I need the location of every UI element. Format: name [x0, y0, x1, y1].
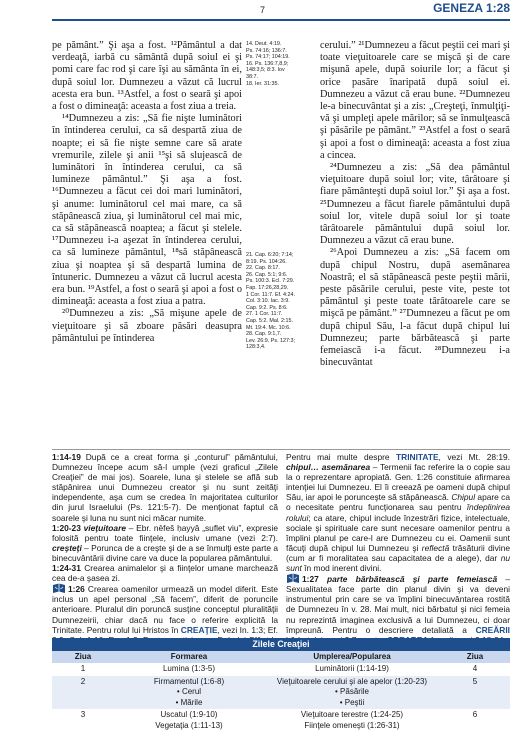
- doctrine-keyword: TRINITATE: [396, 452, 439, 462]
- note-text: Crearea oamenilor urmează un model diferit. Este inclus un apel personal „Să facem”, diferit de poruncile anterioare. Pluralul din poruncă susţine conceptul pluralităţii Dumnezeirii, chiar dacă nu face o referire explicită la Trinitate. Pentru rolul lui Hristos în: [52, 584, 278, 635]
- table-row: [52, 663, 510, 676]
- note-reference: 1:27: [302, 574, 319, 585]
- note-text: – Sexualitatea face parte din planul divin şi va deveni instrumentul prin care se va împlini binecuvântarea rostită de Dumnezeu în v. 28. Mai mult, nici bărbatul şi nici femeia nu reprezintă imaginea exclusivă a lui Dumnezeu, ci doar împreună. Pentru o descriere detaliată a: [286, 574, 510, 635]
- cross-ref: 21. Cap. 6:20; 7:14;: [246, 252, 294, 258]
- scripture-column-left: [52, 40, 242, 345]
- creation-days-table: [52, 638, 510, 732]
- note-term: creşteţi: [52, 542, 82, 553]
- cross-ref: 14. Deut. 4:19.: [246, 41, 282, 47]
- table-cell-line: Lumina (1:3-5): [162, 664, 216, 673]
- cross-references-bottom: [246, 252, 314, 351]
- table-cell-formation: [114, 664, 264, 675]
- study-notes-left: [52, 452, 278, 655]
- notes-divider: [52, 449, 510, 450]
- note-text: Pentru mai multe despre: [286, 452, 390, 462]
- table-cell-day: 6: [472, 710, 478, 719]
- study-notes-right: [286, 452, 510, 645]
- cross-ref: Mt. 19:4. Mc. 10:6.: [246, 324, 291, 331]
- note-term: chipul… asemănarea: [286, 462, 371, 473]
- note-text: După ce a creat forma şi „conturul” pământului, Dumnezeu începe acum să-l umple (vezi graficul „Zilele Creaţiei” de mai jos). Soarele, luna şi stelele se află sub stăpânirea unui Dumnezeu creator şi nu sunt zeităţi independente, aşa cum se credea în majoritatea culturilor din jurul Israelului (Ps. 121:5-7). De menţionat faptul că soarele şi luna nu sunt nici măcar numite.: [52, 452, 278, 523]
- table-cell-line: • Mările: [175, 697, 203, 707]
- study-note: [286, 573, 510, 645]
- doctrine-keyword: CREĂRII: [475, 624, 510, 635]
- cross-ref: 27. 1 Cor. 11:7.: [246, 311, 283, 318]
- table-cell-filling: [264, 710, 440, 731]
- scripture-paragraph: ²⁴Dumnezeu a zis: „Să dea pământul vieţuitoare după soiul lor; vite, târâtoare şi fiare pământeşti după soiul lor.” Şi aşa a fost. ²⁵Dumnezeu a făcut fiarele pământului după soiul lor, vitele după soiul lor şi toate târâtoarele pământului după soiul lor. Dumnezeu a văzut că erau bune.: [320, 162, 510, 247]
- running-head: GENEZA 1:28: [433, 1, 510, 15]
- cross-references-top: [246, 41, 314, 87]
- table-cell-filling: [264, 664, 440, 675]
- scripture-paragraph: pe pământ.” Şi aşa a fost. ¹²Pământul a dat verdeaţă, iarbă cu sământă după soiul ei şi pomi care fac rod şi care îşi au sământa în ei, după soiul lor. Dumnezeu a văzut că lucrul acesta era bun. ¹³Astfel, a fost o seară şi apoi a fost o dimineaţă: aceasta a fost ziua a treia.: [52, 40, 242, 113]
- study-note: [52, 523, 278, 563]
- table-header-cell: Ziua: [466, 652, 484, 661]
- note-text: Crearea animalelor şi a fiinţelor umane marchează cea de-a şasea zi.: [52, 563, 278, 584]
- header-rule: [52, 19, 510, 21]
- cross-ref: Cap. 5:2. Mal. 2:15.: [246, 317, 294, 324]
- table-cell-line: Firmamentul (1:6-8): [153, 676, 225, 686]
- note-text: – Ebr. nēfeš ḥayyâ „suflet viu”, expresie folosită pentru toate fiinţele, inclusiv umane (vezi 2:7).: [52, 522, 279, 543]
- table-cell-line: Luminătorii (1:14-19): [315, 664, 389, 673]
- note-text: trăsăturii divine (cum ar fi moralitatea sau capacitatea de a alege), dar: [286, 542, 511, 563]
- study-note: [52, 452, 278, 523]
- cross-ref: Fap. 17:26,28,29.: [246, 284, 289, 291]
- note-term: vieţuitoare: [83, 522, 126, 533]
- page-number: 7: [260, 5, 266, 15]
- table-cell-day: 2: [80, 676, 86, 686]
- cross-ref: Ps. 74:16; 136:7.: [246, 47, 287, 54]
- cross-ref: 1 Cor. 11:7. Ef. 4:24.: [246, 291, 296, 298]
- doctrine-note-icon: [286, 573, 300, 584]
- cross-ref: 8:19. Ps. 104:26.: [246, 258, 287, 265]
- table-cell-line: • Păsările: [335, 687, 369, 696]
- doctrine-note-icon: [52, 583, 66, 594]
- table-cell-day: 4: [472, 664, 478, 673]
- cross-ref: 38:7.: [246, 73, 258, 80]
- study-note: [286, 452, 510, 573]
- scripture-column-right: [320, 40, 510, 369]
- note-reference: 1:14-19: [52, 452, 81, 462]
- table-row: [52, 709, 510, 732]
- cross-ref: 16. Ps. 136:7,8,9;: [246, 60, 289, 67]
- table-cell-line: Uscatul (1:9-10): [160, 710, 218, 719]
- table-header-cell: Umplerea/Popularea: [313, 652, 391, 661]
- scripture-paragraph: ²⁰Dumnezeu a zis: „Să mişune apele de vieţuitoare şi să zboare păsări deasupra pământului pe întinderea: [52, 308, 242, 344]
- note-text: apare ca o necesitate pentru funcţionarea sau pentru: [286, 492, 511, 513]
- table-cell-line: • Peştii: [339, 697, 365, 707]
- note-reference: 1:24-31: [52, 563, 81, 574]
- note-text: ; ca atare, chipul include înzestrări fizice, intelectuale, sociale şi spirituale care sunt necesare oamenilor pentru a împlini planul pe care-l are Dumnezeu cu ei. Oamenii sunt făcuţi după chipul lui Dumnezeu şi: [286, 512, 510, 553]
- table-cell-line: Fiinţele omeneşti (1:26-31): [304, 720, 400, 730]
- cross-ref: 28. Cap. 9:1,7.: [246, 331, 282, 338]
- cross-ref: Lev. 26:9. Ps. 127:3;: [246, 337, 296, 344]
- note-term: îndeplinirea rolului: [286, 502, 511, 523]
- cross-ref: Ps. 74:17; 104:19.: [246, 54, 290, 61]
- note-text: – Porunca de a creşte şi de a se înmulţi este parte a binecuvântării divine care va duce la popularea pământului.: [52, 542, 278, 563]
- cross-ref: 148:3,5; 8:3. Iov: [246, 67, 285, 74]
- table-cell-formation: [114, 710, 264, 731]
- table-cell-line: Vieţuitoarele cerului şi ale apelor (1:20-23): [276, 676, 428, 686]
- cross-ref: Ps. 100:3. Ecl. 7:29.: [246, 278, 295, 285]
- doctrine-keyword: CREAŢIE: [180, 624, 218, 635]
- page-header: [0, 0, 530, 26]
- cross-ref: Col. 3:10. Iac. 3:9.: [246, 298, 290, 305]
- table-cell-day: 1: [80, 664, 86, 673]
- table-cell-formation: [114, 677, 264, 709]
- note-text: – Termenii fac referire la o copie sau la o reprezentare apropiată. Gen. 1:26 constituie afirmarea intenţiei lui Dumnezeu. El îi creează pe oameni după chipul Său, iar apoi le porunceşte să stăpânească.: [286, 462, 510, 503]
- note-term: Chipul: [451, 492, 476, 503]
- scripture-paragraph: cerului.” ²¹Dumnezeu a făcut peştii cei mari şi toate vieţuitoarele care se mişcă şi de care mişună apele, după soiurile lor; a făcut şi orice pasăre înaripată după soiul ei. Dumnezeu a văzut că erau bune. ²²Dumnezeu le-a binecuvântat şi a zis: „Creşteţi, înmulţiţi-vă şi umpleţi apele mărilor; să se înmulţească şi păsările pe pământ.” ²³Astfel a fost o seară şi apoi a fost o dimineaţă: aceasta a fost ziua a cincea.: [320, 40, 510, 161]
- table-cell-line: • Cerul: [176, 687, 202, 696]
- table-cell-filling: [264, 677, 440, 709]
- cross-ref: 18. Ier. 31:35.: [246, 80, 279, 87]
- cross-ref: 22. Cap. 8:17.: [246, 265, 280, 272]
- scripture-paragraph: ¹⁴Dumnezeu a zis: „Să fie nişte luminători în întinderea cerului, ca să despartă ziua de noapte; ei să fie nişte semne care să arate vremurile, zilele şi anii ¹⁵şi să slujească de luminători în întinderea cerului, ca să lumineze pământul.” Şi aşa a fost. ¹⁶Dumnezeu a făcut cei doi mari luminători, şi anume: luminătorul cel mai mare, ca să stăpânească ziua, şi luminătorul cel mai mic, ca să stăpânească noaptea; a făcut şi stelele. ¹⁷Dumnezeu i-a aşezat în întinderea cerului, ca să lumineze pământul, ¹⁸să stăpânească ziua şi noaptea şi să despartă lumina de întuneric. Dumnezeu a văzut că lucrul acesta era bun. ¹⁹Astfel, a fost o seară şi apoi a fost o dimineaţă: aceasta a fost ziua a patra.: [52, 113, 242, 308]
- table-cell-day: 5: [472, 676, 478, 686]
- note-text: în mod inerent divini.: [304, 563, 382, 574]
- study-note: [52, 563, 278, 583]
- note-reference: 1:26: [68, 584, 85, 595]
- table-row: [52, 676, 510, 710]
- table-header-cell: Ziua: [74, 652, 92, 661]
- note-term: reflectă: [421, 542, 450, 553]
- note-term: parte bărbătească şi parte femeiască: [326, 574, 498, 585]
- note-reference: 1:20-23: [52, 522, 81, 533]
- table-header-row: [52, 651, 510, 663]
- table-cell-day: 3: [80, 710, 86, 719]
- scripture-paragraph: ²⁶Apoi Dumnezeu a zis: „Să facem om după chipul Nostru, după asemănarea Noastră; el să stăpânească peste peştii mării, peste păsările cerului, peste vite, peste tot pământul şi peste toate târâtoarele care se mişcă pe pământ.” ²⁷Dumnezeu a făcut pe om după chipul Său, l-a făcut după chipul lui Dumnezeu; parte bărbătească şi parte femeiască i-a făcut. ²⁸Dumnezeu i-a binecuvântat: [320, 247, 510, 369]
- table-title: Zilele Creaţiei: [52, 638, 510, 651]
- note-text: , vezi In. 1:3; Ef.: [217, 624, 279, 635]
- cross-ref: Cap. 9:2. Ps. 8:6.: [246, 304, 288, 311]
- cross-ref: 26. Cap. 5:1; 9:6.: [246, 271, 288, 278]
- note-text: , vezi Mt. 28:19.: [438, 452, 511, 462]
- table-header-cell: Formarea: [170, 652, 208, 661]
- table-cell-line: Vegetaţia (1:11-13): [155, 720, 223, 730]
- cross-ref: 128:3,4.: [246, 344, 266, 351]
- note-term: nu sunt: [286, 552, 511, 574]
- table-cell-line: Vieţuitoare terestre (1:24-25): [300, 710, 404, 719]
